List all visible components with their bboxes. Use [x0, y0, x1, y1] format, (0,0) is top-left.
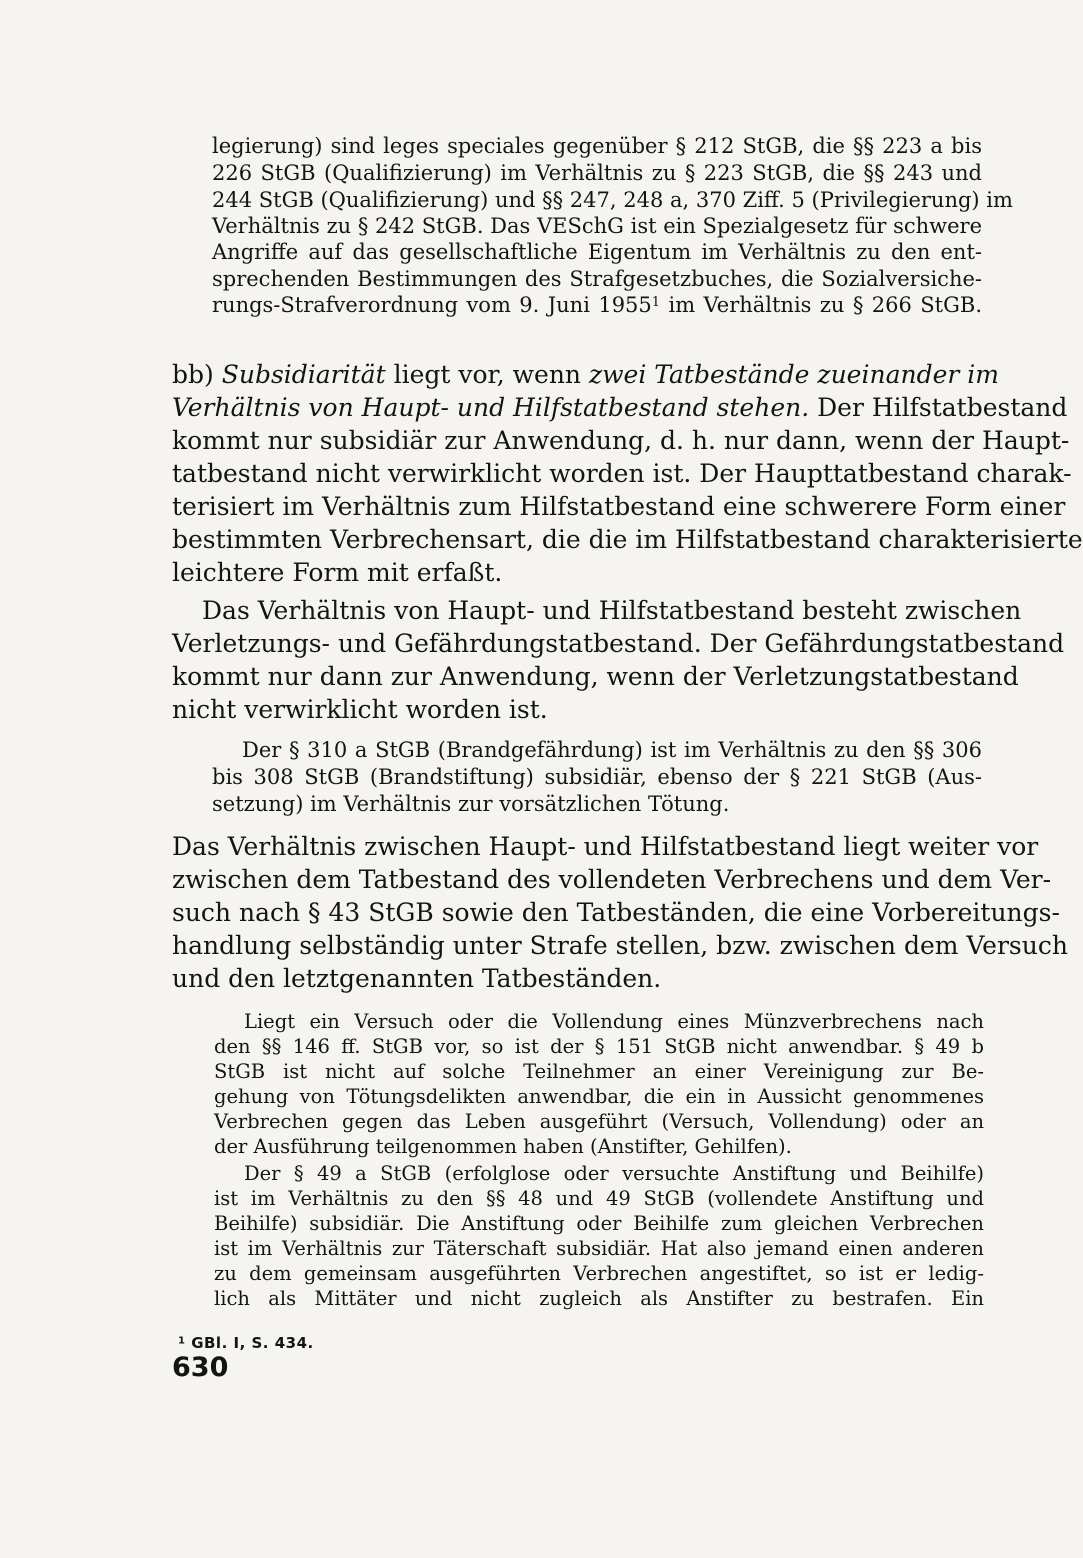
text-line: 244 StGB (Qualifizierung) und §§ 247, 248 a, 370 Ziff. 5 (Privilegierung) im: [212, 188, 1013, 212]
text-line: Das Verhältnis von Haupt- und Hilfstatbestand besteht zwischen: [202, 596, 1022, 625]
text-line: und den letztgenannten Tatbeständen.: [172, 964, 662, 993]
text-segment: rungs-Strafverordnung vom 9. Juni 1955: [212, 293, 652, 317]
text-line: kommt nur dann zur Anwendung, wenn der Verletzungstatbestand: [172, 662, 1019, 691]
text-line: setzung) im Verhältnis zur vorsätzlichen Tötung.: [212, 792, 730, 816]
footnote: [178, 1334, 314, 1352]
text-line: Angriffe auf das gesellschaftliche Eigentum im Verhältnis zu den ent-: [212, 240, 982, 264]
term-subsidiaritaet: Subsidiarität: [221, 360, 386, 389]
text-line: terisiert im Verhältnis zum Hilfstatbestand eine schwerere Form einer: [172, 492, 1066, 521]
text-line: kommt nur subsidiär zur Anwendung, d. h. nur dann, wenn der Haupt-: [172, 426, 1070, 455]
footnote-mark: 1: [178, 1335, 186, 1347]
text-segment: liegt vor, wenn: [385, 360, 589, 389]
text-line: Verhältnis zu § 242 StGB. Das VESchG ist ein Spezialgesetz für schwere: [212, 214, 983, 238]
text-line: [212, 293, 982, 319]
text-line: gehung von Tötungsdelikten anwendbar, die ein in Aussicht genommenes: [214, 1085, 984, 1108]
text-line: den §§ 146 ff. StGB vor, so ist der § 151 StGB nicht anwendbar. § 49 b: [214, 1035, 984, 1058]
text-line: nicht verwirklicht worden ist.: [172, 695, 548, 724]
text-line: ist im Verhältnis zu den §§ 48 und 49 StGB (vollendete Anstiftung und: [214, 1187, 984, 1210]
text-line: Der § 49 a StGB (erfolglose oder versuchte Anstiftung und Beihilfe): [244, 1162, 984, 1185]
text-line: leichtere Form mit erfaßt.: [172, 558, 503, 587]
page-number: 630: [172, 1352, 229, 1383]
text-line: Verbrechen gegen das Leben ausgeführt (Versuch, Vollendung) oder an: [214, 1110, 984, 1133]
text-segment: im Verhältnis zu § 266 StGB.: [660, 293, 982, 317]
text-line: tatbestand nicht verwirklicht worden ist. Der Haupttatbestand charak-: [172, 459, 1072, 488]
text-segment: bb): [172, 360, 222, 389]
text-line: Verletzungs- und Gefährdungstatbestand. Der Gefährdungstatbestand: [172, 629, 1065, 658]
definition-italic: Verhältnis von Haupt- und Hilfstatbestand stehen.: [172, 393, 810, 422]
footnote-reference: 1: [651, 295, 661, 311]
definition-italic: zwei Tatbestände zueinander im: [588, 360, 999, 389]
text-line: sprechenden Bestimmungen des Strafgesetzbuches, die Sozialversiche-: [212, 267, 982, 291]
text-line: [172, 393, 1068, 422]
text-line: lich als Mittäter und nicht zugleich als Anstifter zu bestrafen. Ein: [214, 1287, 984, 1310]
text-line: StGB ist nicht auf solche Teilnehmer an einer Vereinigung zur Be-: [214, 1060, 984, 1083]
text-segment: Der Hilfstatbestand: [809, 393, 1068, 422]
text-line: such nach § 43 StGB sowie den Tatbeständen, die eine Vorbereitungs-: [172, 898, 1060, 927]
text-line: zwischen dem Tatbestand des vollendeten Verbrechens und dem Ver-: [172, 865, 1052, 894]
text-line: [172, 360, 999, 389]
text-line: legierung) sind leges speciales gegenüber § 212 StGB, die §§ 223 a bis: [212, 134, 982, 158]
text-line: Beihilfe) subsidiär. Die Anstiftung oder Beihilfe zum gleichen Verbrechen: [214, 1212, 984, 1235]
text-line: Der § 310 a StGB (Brandgefährdung) ist im Verhältnis zu den §§ 306: [242, 738, 982, 762]
text-line: bis 308 StGB (Brandstiftung) subsidiär, ebenso der § 221 StGB (Aus-: [212, 765, 982, 789]
text-line: zu dem gemeinsam ausgeführten Verbrechen angestiftet, so ist er ledig-: [214, 1262, 984, 1285]
footnote-text: GBl. I, S. 434.: [185, 1334, 314, 1352]
text-line: handlung selbständig unter Strafe stellen, bzw. zwischen dem Versuch: [172, 931, 1068, 960]
text-line: der Ausführung teilgenommen haben (Anstifter, Gehilfen).: [214, 1135, 792, 1158]
text-line: 226 StGB (Qualifizierung) im Verhältnis zu § 223 StGB, die §§ 243 und: [212, 161, 982, 185]
text-line: ist im Verhältnis zur Täterschaft subsidiär. Hat also jemand einen anderen: [214, 1237, 984, 1260]
text-line: Liegt ein Versuch oder die Vollendung eines Münzverbrechens nach: [244, 1010, 984, 1033]
text-line: Das Verhältnis zwischen Haupt- und Hilfstatbestand liegt weiter vor: [172, 832, 1039, 861]
text-line: bestimmten Verbrechensart, die die im Hilfstatbestand charakterisierte: [172, 525, 1083, 554]
